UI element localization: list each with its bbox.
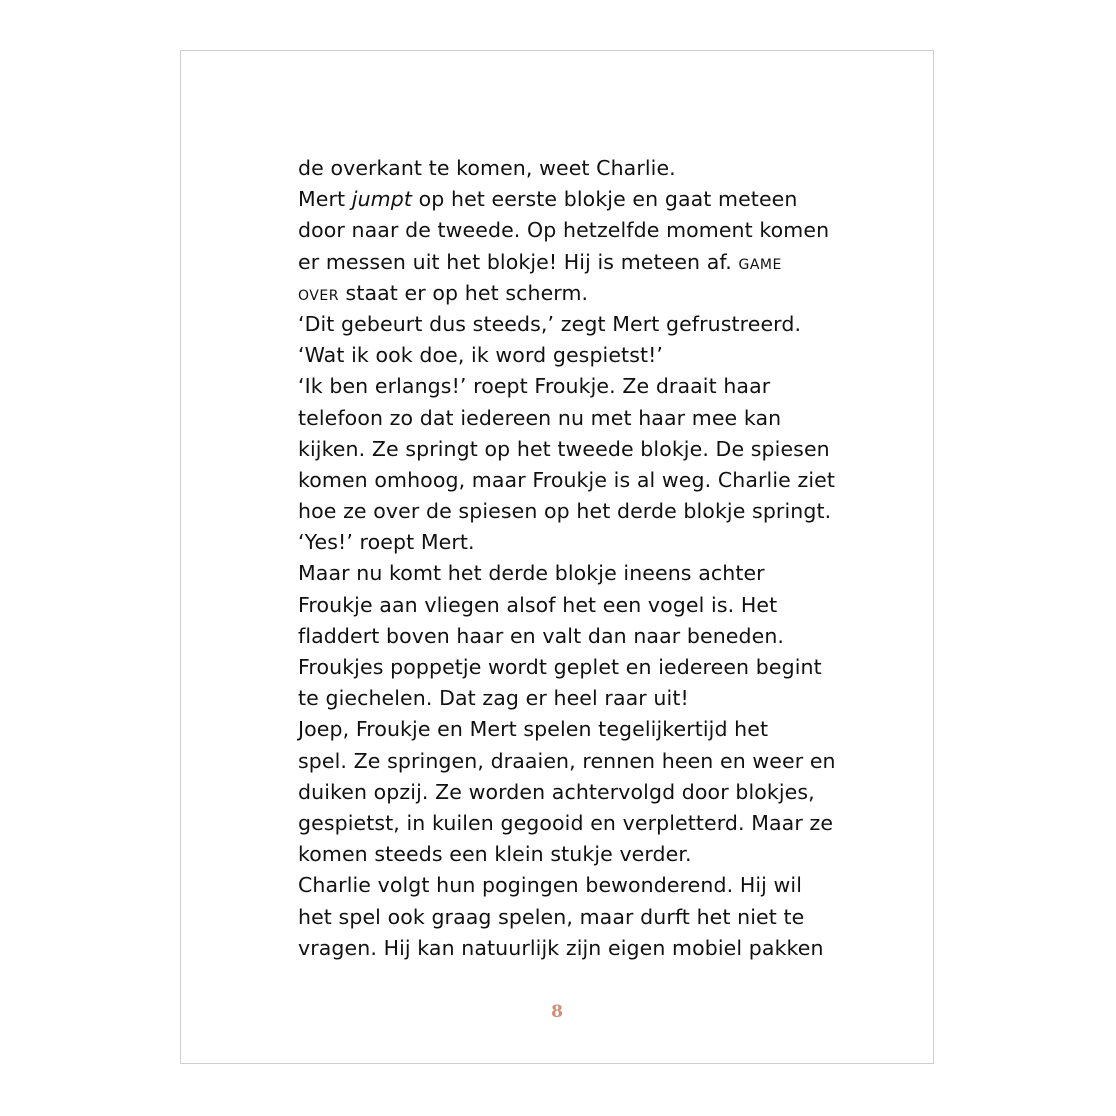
text-line-24: Charlie volgt hun pogingen bewonderend. Hij wil [298,873,802,898]
small-caps-word: game [738,249,782,274]
text-line-19: Joep, Froukje en Mert spelen tegelijkertijd het [298,717,769,742]
text-line-1: de overkant te komen, weet Charlie. [298,156,676,180]
text-line-5 [298,278,838,309]
text-line-2 [298,184,838,215]
text-line-3: door naar de tweede. Op hetzelfde moment komen [298,218,830,243]
text-segment: staat er op het scherm. [338,280,589,305]
text-segment: op het eerste blokje en gaat meteen [412,187,798,212]
text-line-20: spel. Ze springen, draaien, rennen heen en weer en [298,748,836,773]
text-line-22: gespietst, in kuilen gegooid en verpletterd. Maar ze [298,810,834,835]
text-line-13: ‘Yes!’ roept Mert. [298,530,475,555]
text-line-4 [298,247,838,278]
text-line-15: Froukje aan vliegen alsof het een vogel is. Het [298,592,778,617]
text-line-6: ‘Dit gebeurt dus steeds,’ zegt Mert gefrustreerd. [298,311,802,336]
text-line-16: fladdert boven haar en valt dan naar beneden. [298,623,785,648]
text-line-25: het spel ook graag spelen, maar durft het niet te [298,904,805,929]
text-line-9: telefoon zo dat iedereen nu met haar mee kan [298,405,782,430]
text-line-11: komen omhoog, maar Froukje is al weg. Charlie ziet [298,467,835,492]
text-line-23: komen steeds een klein stukje verder. [298,842,692,867]
text-line-26: vragen. Hij kan natuurlijk zijn eigen mobiel pakken [298,935,824,960]
text-line-7: ‘Wat ik ook doe, ik word gespietst!’ [298,343,664,368]
text-line-8: ‘Ik ben erlangs!’ roept Froukje. Ze draait haar [298,374,771,399]
text-line-17: Froukjes poppetje wordt geplet en iedereen begint [298,655,822,679]
small-caps-word: over [298,280,339,305]
text-line-21: duiken opzij. Ze worden achtervolgd door blokjes, [298,779,815,804]
text-line-18: te giechelen. Dat zag er heel raar uit! [298,686,689,711]
italic-word: jumpt [351,187,413,212]
page-number: 8 [551,1002,563,1022]
text-line-10: kijken. Ze springt op het tweede blokje. De spiesen [298,436,830,461]
text-segment: er messen uit het blokje! Hij is meteen af. [298,249,739,274]
body-text [298,153,838,964]
text-line-12: hoe ze over de spiesen op het derde blokje springt. [298,499,832,524]
text-line-14: Maar nu komt het derde blokje ineens achter [298,561,765,586]
text-segment: Mert [298,187,352,212]
book-page [180,50,934,1064]
